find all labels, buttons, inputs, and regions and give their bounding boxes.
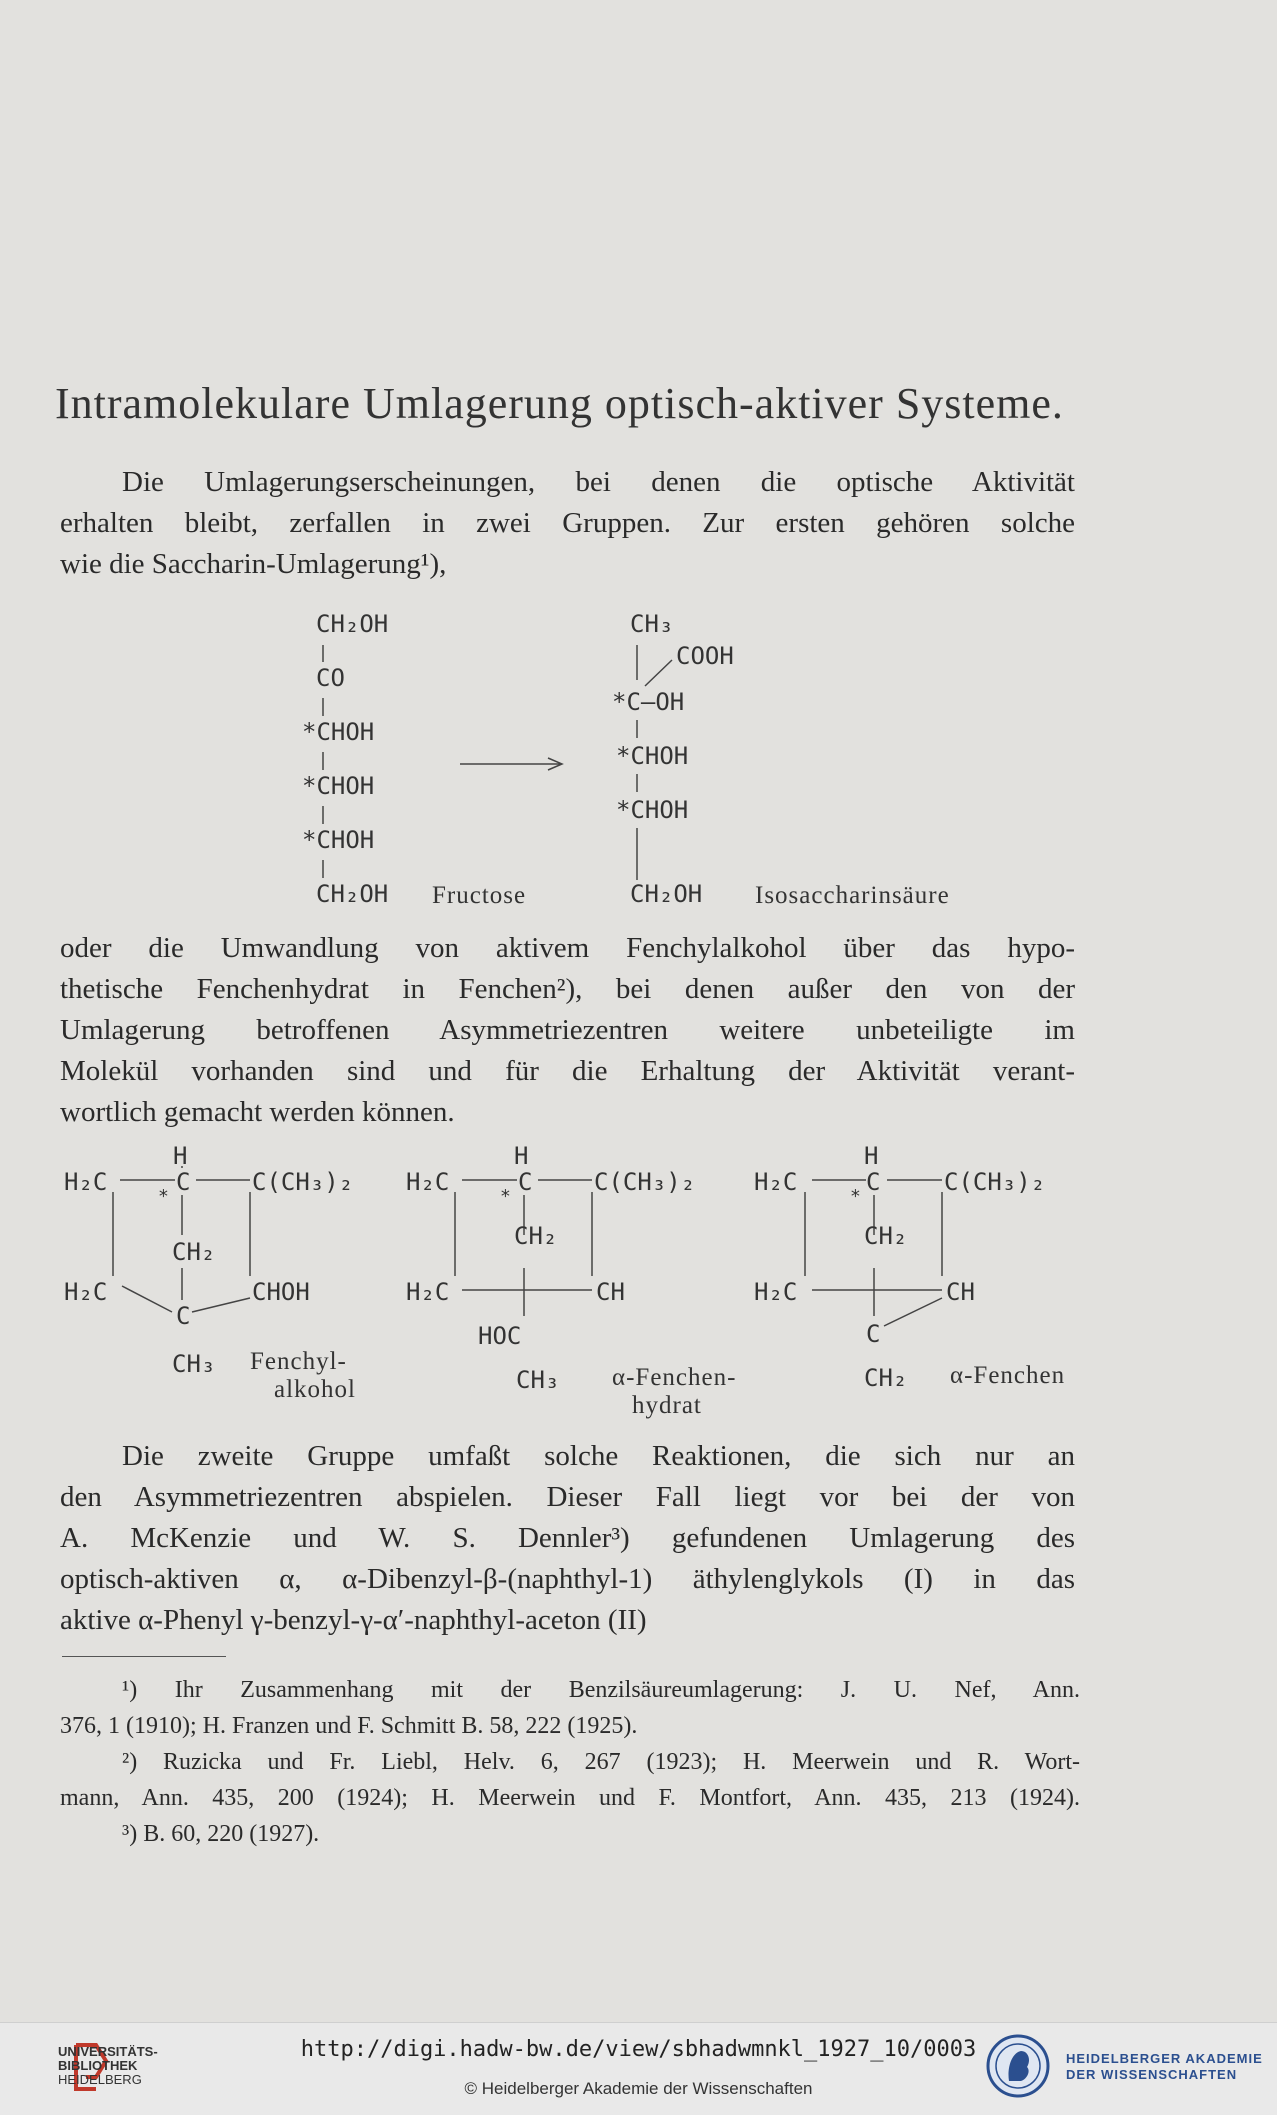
text-line: oder die Umwandlung von aktivem Fenchylalkohol über das hypo- — [60, 932, 1075, 964]
formula-left-3: *CHOH — [302, 718, 375, 746]
s2-bottom-right: CH — [596, 1278, 625, 1306]
s2-star: * — [500, 1186, 511, 1207]
footnote-line: ¹) Ihr Zusammenhang mit der Benzilsäureumlagerung: J. U. Nef, Ann. — [122, 1677, 1080, 1703]
text-line: den Asymmetriezentren abspielen. Dieser Fall liegt vor bei der von — [60, 1481, 1075, 1513]
formula-left-1: CH₂OH — [316, 610, 389, 638]
label-isosaccharinsaeure: Isosaccharinsäure — [755, 882, 950, 909]
formula-left-5: *CHOH — [302, 826, 375, 854]
s1-bottom: CH₃ — [172, 1350, 216, 1378]
paragraph-3 — [60, 1436, 1075, 1641]
text-line: Molekül vorhanden sind und für die Erhaltung der Aktivität verant- — [60, 1055, 1075, 1087]
s3-top-right: C(CH₃)₂ — [944, 1168, 1046, 1196]
formula-left-6: CH₂OH — [316, 880, 389, 908]
academy-name: HEIDELBERGER AKADEMIE DER WISSENSCHAFTEN — [1066, 2051, 1263, 2082]
text-line: aktive α-Phenyl γ-benzyl-γ-α′-naphthyl-aceton (II) — [60, 1604, 647, 1636]
s1-label-2: alkohol — [274, 1376, 356, 1403]
university-library-name: UNIVERSITÄTS- BIBLIOTHEK HEIDELBERG — [58, 2044, 158, 2087]
s2-top-left: H₂C — [406, 1168, 450, 1196]
s1-bottom-left: H₂C — [64, 1278, 108, 1306]
s1-star: * — [158, 1186, 169, 1207]
s1-top-center: C — [176, 1168, 191, 1196]
text-line: optisch-aktiven α, α-Dibenzyl-β-(naphthyl-1) äthylenglykols (I) in das — [60, 1563, 1075, 1595]
text-line: thetische Fenchenhydrat in Fenchen²), bei denen außer den von der — [60, 973, 1075, 1005]
document-url-link[interactable]: http://digi.hadw-bw.de/view/sbhadwmnkl_1927_10/0003 — [300, 2037, 977, 2062]
s1-top-right: C(CH₃)₂ — [252, 1168, 354, 1196]
formula-right-3: *C—OH — [612, 688, 685, 716]
formula-right-4: *CHOH — [616, 742, 689, 770]
s2-bottom-left: H₂C — [406, 1278, 450, 1306]
formula-right-2: COOH — [676, 642, 734, 670]
s1-top-left: H₂C — [64, 1168, 108, 1196]
s2-label-1: α-Fenchen- — [612, 1364, 737, 1391]
s3-mid: CH₂ — [864, 1222, 908, 1250]
s1-label-1: Fenchyl- — [250, 1348, 347, 1375]
s3-h: H — [864, 1142, 879, 1170]
s2-label-2: hydrat — [632, 1392, 702, 1419]
page-title: Intramolekulare Umlagerung optisch-aktiver Systeme. — [55, 379, 1064, 428]
footnote-line: 376, 1 (1910); H. Franzen und F. Schmitt B. 58, 222 (1925). — [60, 1713, 638, 1739]
s3-bottom-right: CH — [946, 1278, 975, 1306]
copyright-text: © Heidelberger Akademie der Wissenschaften — [464, 2079, 813, 2098]
text-line: A. McKenzie und W. S. Dennler³) gefundenen Umlagerung des — [60, 1522, 1075, 1554]
s1-bottom-right: CHOH — [252, 1278, 310, 1306]
s3-star: * — [850, 1186, 861, 1207]
text-line: Die Umlagerungserscheinungen, bei denen die optische Aktivität — [122, 466, 1075, 498]
s3-top-left: H₂C — [754, 1168, 798, 1196]
footnote-divider — [62, 1656, 226, 1657]
s2-bottom-center: HOC — [478, 1322, 522, 1350]
s3-bottom-center: C — [866, 1320, 881, 1348]
s2-top-right: C(CH₃)₂ — [594, 1168, 696, 1196]
s1-h: H — [173, 1142, 188, 1170]
s2-bottom: CH₃ — [516, 1366, 560, 1394]
formula-right-6: CH₂OH — [630, 880, 703, 908]
s1-mid: CH₂ — [172, 1238, 216, 1266]
formula-left-4: *CHOH — [302, 772, 375, 800]
footnote-line: ²) Ruzicka und Fr. Liebl, Helv. 6, 267 (1923); H. Meerwein und R. Wort- — [122, 1749, 1080, 1775]
s3-top-center: C — [866, 1168, 881, 1196]
s2-h: H — [514, 1142, 529, 1170]
text-line: Umlagerung betroffenen Asymmetriezentren weitere unbeteiligte im — [60, 1014, 1075, 1046]
viewer-footer — [0, 2022, 1277, 2115]
s1-bottom-center: C — [176, 1302, 191, 1330]
formula-right-5: *CHOH — [616, 796, 689, 824]
formula-right-1: CH₃ — [630, 610, 674, 638]
text-line: wie die Saccharin-Umlagerung¹), — [60, 548, 447, 580]
academy-seal-icon — [985, 2031, 1051, 2101]
text-line: erhalten bleibt, zerfallen in zwei Gruppen. Zur ersten gehören solche — [60, 507, 1075, 539]
text-line: Die zweite Gruppe umfaßt solche Reaktionen, die sich nur an — [122, 1440, 1075, 1472]
s2-top-center: C — [518, 1168, 533, 1196]
footnote-line: ³) B. 60, 220 (1927). — [122, 1821, 320, 1847]
s3-label-1: α-Fenchen — [950, 1362, 1066, 1389]
s3-bottom-left: H₂C — [754, 1278, 798, 1306]
footnotes — [60, 1672, 1080, 1852]
label-fructose: Fructose — [432, 882, 527, 909]
text-line: wortlich gemacht werden können. — [60, 1096, 455, 1128]
s3-bottom: CH₂ — [864, 1364, 908, 1392]
formula-left-2: CO — [316, 664, 345, 692]
s2-mid: CH₂ — [514, 1222, 558, 1250]
footnote-line: mann, Ann. 435, 200 (1924); H. Meerwein und F. Montfort, Ann. 435, 213 (1924). — [60, 1785, 1080, 1811]
